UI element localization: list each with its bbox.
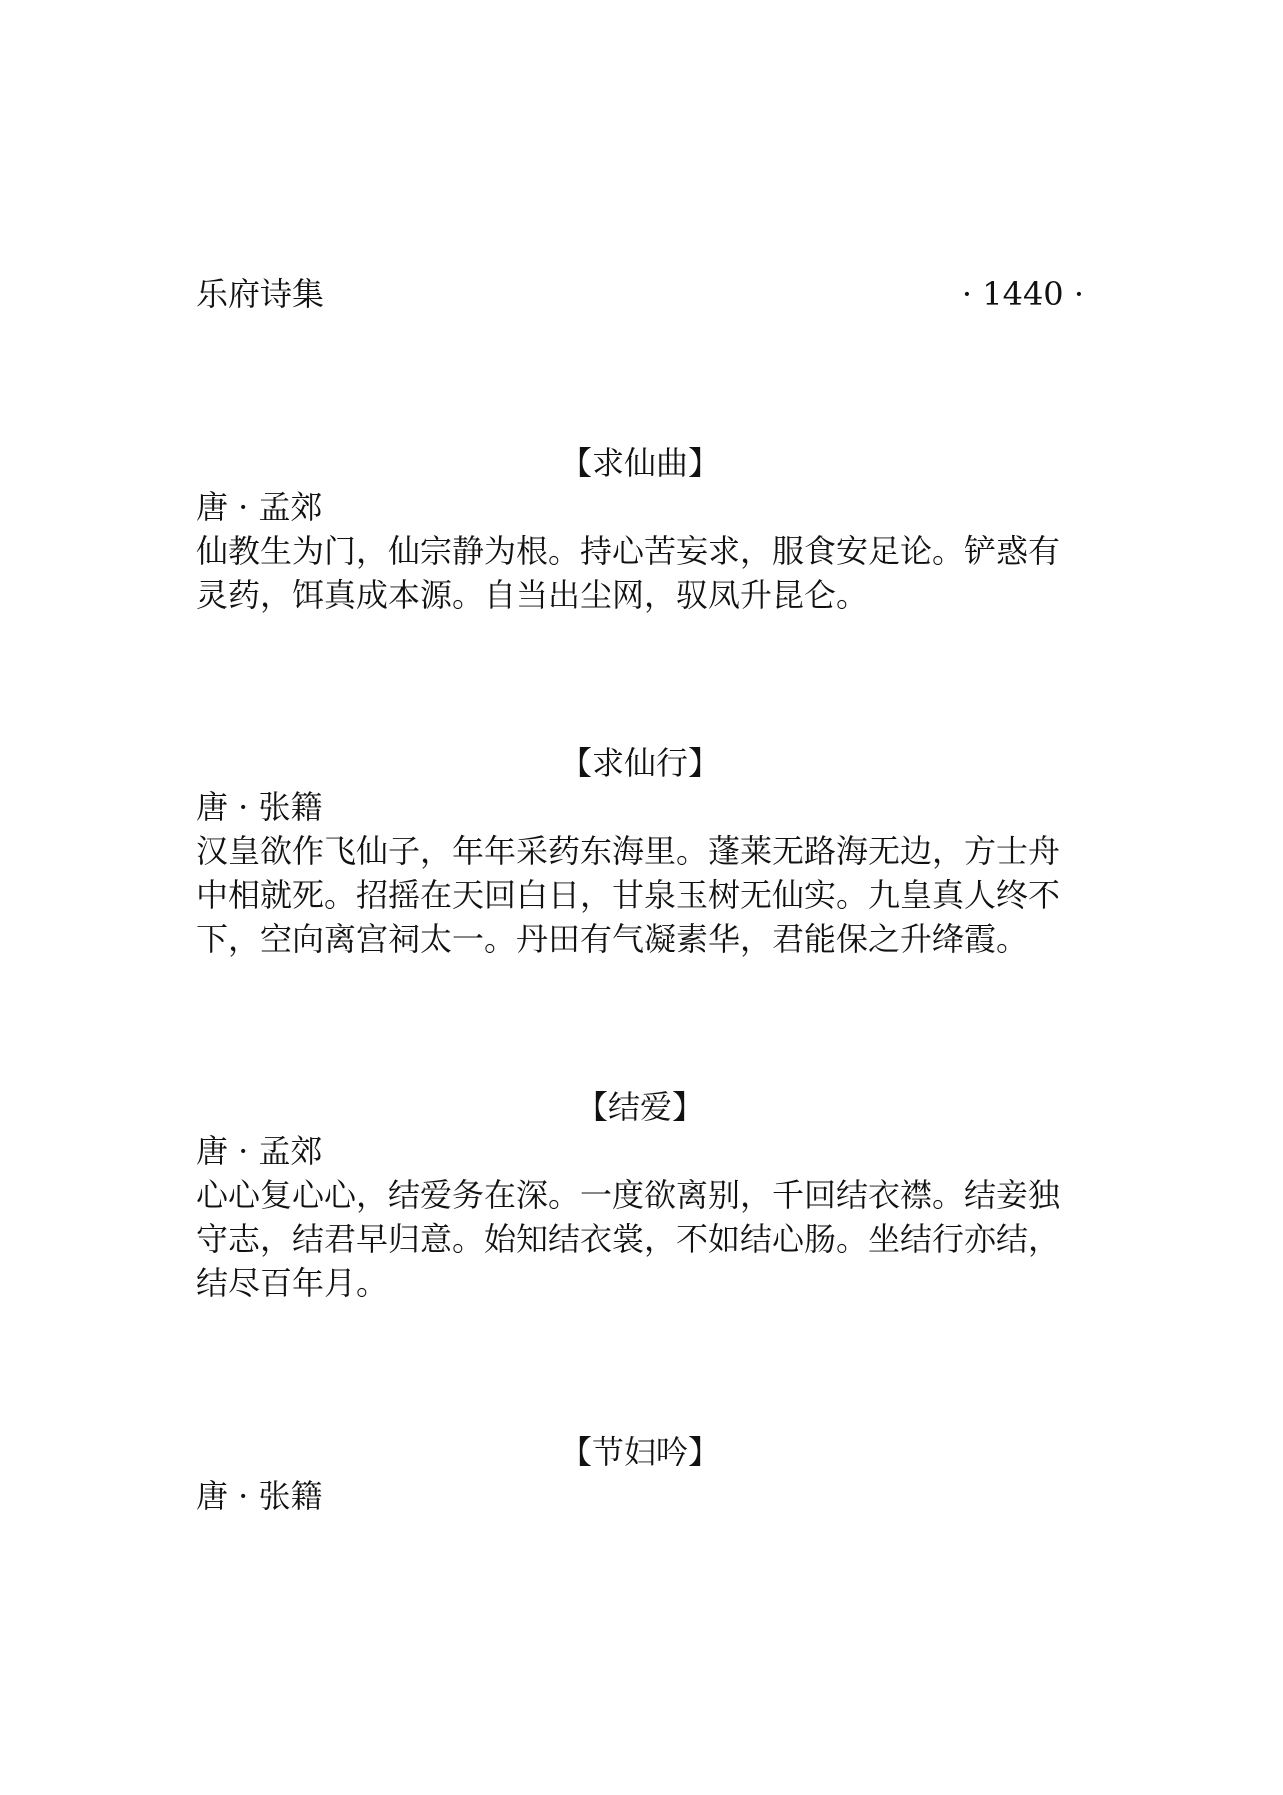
poem-line: 下，空向离宫祠太一。丹田有气凝素华，君能保之升绛霞。 [196, 920, 1029, 958]
poem-text [196, 529, 1084, 617]
poem-line: 仙教生为门，仙宗静为根。持心苦妄求，服食安足论。铲惑有 [196, 532, 1061, 570]
book-title: 乐府诗集 [196, 275, 325, 313]
poem-title: 【求仙行】 [559, 744, 720, 782]
poem-title: 【节妇吟】 [559, 1433, 720, 1471]
poem-line: 守志，结君早归意。始知结衣裳，不如结心肠。坐结行亦结， [196, 1220, 1061, 1258]
poem-author: 唐 · 张籍 [196, 1477, 323, 1515]
poem-block [196, 741, 1084, 961]
poem-line: 心心复心心，结爱务在深。一度欲离别，千回结衣襟。结妾独 [196, 1176, 1061, 1214]
page-number: · 1440 · [961, 275, 1084, 313]
poem-block [196, 1085, 1084, 1305]
poem-line: 中相就死。招摇在天回白日，甘泉玉树无仙实。九皇真人终不 [196, 876, 1061, 914]
poem-line: 灵药，饵真成本源。自当出尘网，驭凤升昆仑。 [196, 576, 869, 614]
poem-line: 汉皇欲作飞仙子，年年采药东海里。蓬莱无路海无边，方士舟 [196, 832, 1061, 870]
poem-text [196, 829, 1084, 961]
running-header [196, 270, 1084, 318]
poem-author: 唐 · 孟郊 [196, 1132, 323, 1170]
poem-author: 唐 · 张籍 [196, 788, 323, 826]
poem-block [196, 441, 1084, 617]
poem-title: 【结爱】 [575, 1088, 704, 1126]
poem-title: 【求仙曲】 [559, 444, 720, 482]
poem-block [196, 1430, 1084, 1518]
poem-author: 唐 · 孟郊 [196, 488, 323, 526]
poem-text [196, 1173, 1084, 1305]
poem-line: 结尽百年月。 [196, 1264, 389, 1302]
